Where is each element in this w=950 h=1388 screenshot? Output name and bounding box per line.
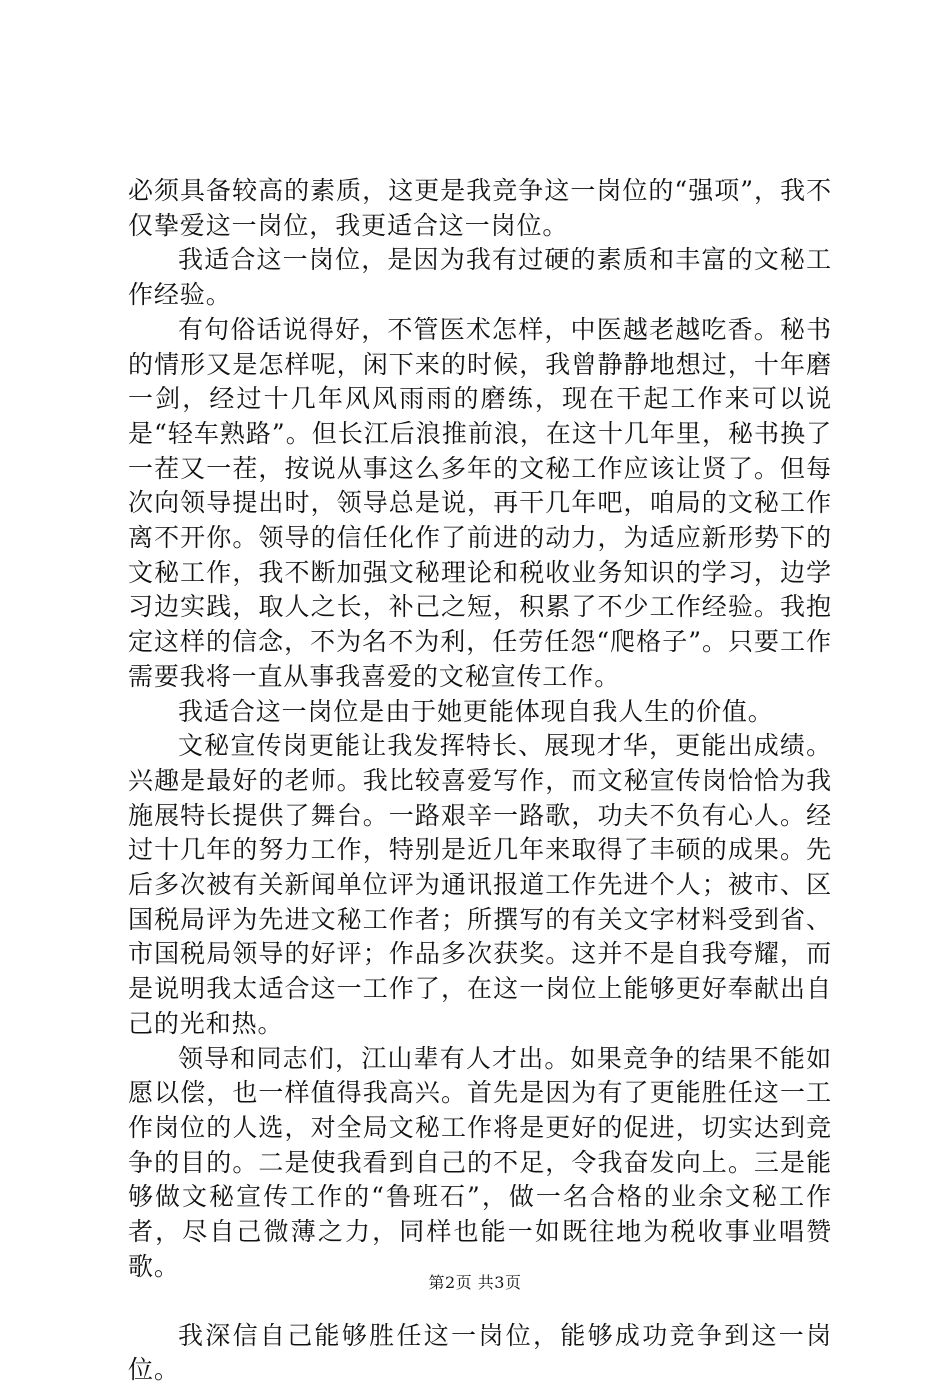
paragraph-qualification: 我适合这一岗位，是因为我有过硬的素质和丰富的文秘工作经验。 bbox=[128, 245, 832, 310]
paragraph-continuation: 必须具备较高的素质，这更是我竞争这一岗位的“强项”，我不仅挚爱这一岗位，我更适合这一岗位。 bbox=[128, 176, 832, 240]
paragraph-conclusion: 我深信自己能够胜任这一岗位，能够成功竞争到这一岗位。 bbox=[128, 1320, 832, 1385]
page-number-footer: 第2页 共3页 bbox=[428, 1273, 522, 1292]
document-body bbox=[128, 174, 832, 1388]
paragraph-achievements: 文秘宣传岗更能让我发挥特长、展现才华，更能出成绩。兴趣是最好的老师。我比较喜爱写作，而文秘宣传岗恰恰为我施展特长提供了舞台。一路艰辛一路歌，功夫不负有心人。经过十几年的努力工作，特别是近几年来取得了丰硕的成果。先后多次被有关新闻单位评为通讯报道工作先进个人；被市、区国税局评为先进文秘工作者；所撰写的有关文字材料受到省、市国税局领导的好评；作品多次获奖。这并不是自我夸耀，而是说明我太适合这一工作了，在这一岗位上能够更好奉献出自己的光和热。 bbox=[128, 731, 832, 1038]
paragraph-outcome: 领导和同志们，江山辈有人才出。如果竞争的结果不能如愿以偿，也一样值得我高兴。首先是因为有了更能胜任这一工作岗位的人选，对全局文秘工作将是更好的促进，切实达到竞争的目的。二是使我看到自己的不足，令我奋发向上。三是能够做文秘宣传工作的“鲁班石”，做一名合格的业余文秘工作者，尽自己微薄之力，同样也能一如既往地为税收事业唱赞歌。 bbox=[128, 1043, 832, 1281]
paragraph-experience: 有句俗话说得好，不管医术怎样，中医越老越吃香。秘书的情形又是怎样呢，闲下来的时候，我曾静静地想过，十年磨一剑，经过十几年风风雨雨的磨练，现在干起工作来可以说是“轻车熟路”。但长江后浪推前浪，在这十几年里，秘书换了一茬又一茬，按说从事这么多年的文秘工作应该让贤了。但每次向领导提出时，领导总是说，再干几年吧，咱局的文秘工作离不开你。领导的信任化作了前进的动力，为适应新形势下的文秘工作，我不断加强文秘理论和税收业务知识的学习，边学习边实践，取人之长，补己之短，积累了不少工作经验。我抱定这样的信念，不为名不为利，任劳任怨“爬格子”。只要工作需要我将一直从事我喜爱的文秘宣传工作。 bbox=[128, 314, 832, 691]
paragraph-life-value: 我适合这一岗位是由于她更能体现自我人生的价值。 bbox=[178, 696, 774, 726]
